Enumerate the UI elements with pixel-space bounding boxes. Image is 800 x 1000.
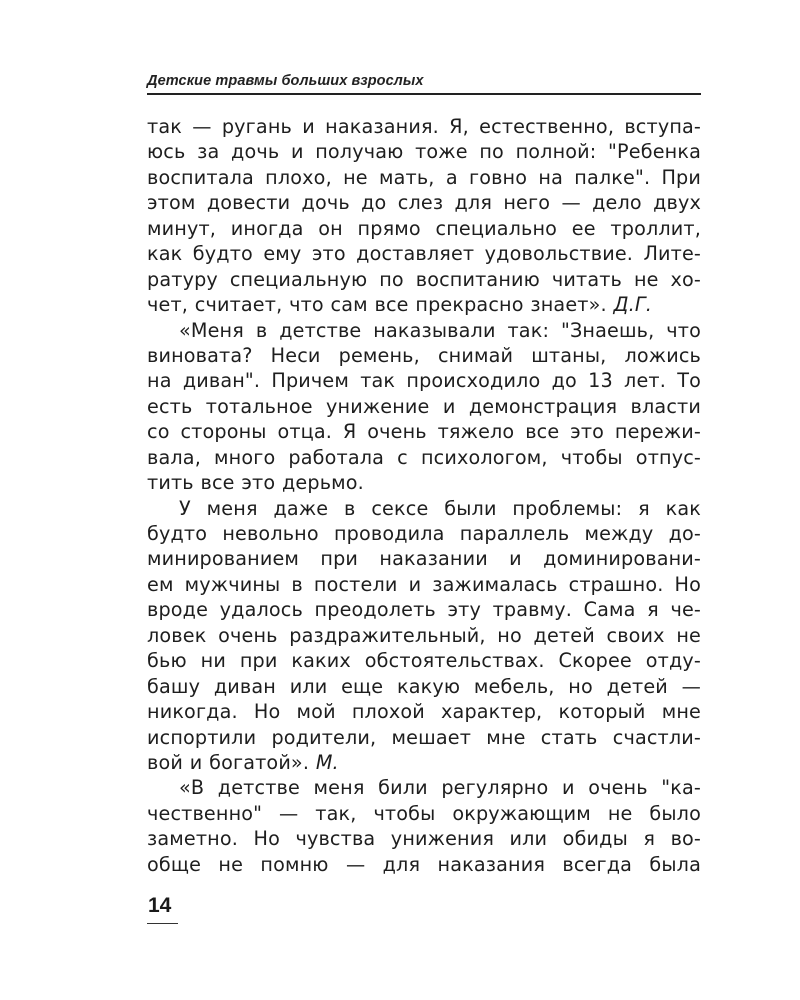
text-line: [147, 750, 701, 775]
text-line: как будто ему это доставляет удовольствие. Лите-: [147, 242, 701, 266]
text-line: виновата? Неси ремень, снимай штаны, ложись: [147, 343, 701, 367]
text-line: минированием при наказании и доминировани-: [147, 547, 701, 571]
text-line: ем мужчины в постели и зажималась страшно. Но: [147, 572, 701, 596]
text-line: никогда. Но мой плохой характер, который мне: [147, 700, 701, 724]
text-line: минут, иногда он прямо специально ее троллит,: [147, 216, 701, 240]
text-line: башу диван или еще какую мебель, но детей —: [147, 674, 701, 698]
text-line: ратуру специальную по воспитанию читать не хо-: [147, 267, 701, 291]
text-line: так — ругань и наказания. Я, естественно, вступа-: [147, 115, 701, 138]
text-line: чественно" — так, чтобы окружающим не было: [147, 801, 701, 825]
page-number: 14: [148, 894, 172, 917]
author-signature: М.: [315, 750, 339, 774]
footer-rule: [147, 923, 178, 924]
text-line: испортили родители, мешает мне стать счастли-: [147, 725, 701, 749]
text-line: бью ни при каких обстоятельствах. Скорее отду-: [147, 649, 701, 673]
text-line: этом довести дочь до слез для него — дело двух: [147, 191, 701, 215]
text-line: У меня даже в сексе были проблемы: я как: [179, 496, 701, 520]
text-line: «В детстве меня били регулярно и очень "ка-: [179, 776, 701, 800]
text-line: юсь за дочь и получаю тоже по полной: "Ребенка: [147, 140, 701, 164]
text-line: обще не помню — для наказания всегда была: [147, 852, 701, 876]
text-line: ловек очень раздражительный, но детей своих не: [147, 623, 701, 647]
text-line: на диван". Причем так происходило до 13 лет. То: [147, 369, 701, 393]
text-line-content: чет, считает, что сам все прекрасно знает».: [147, 293, 607, 317]
text-line: будто невольно проводила параллель между до-: [147, 522, 701, 545]
text-line: вала, много работала с психологом, чтобы отпус-: [147, 445, 701, 469]
text-line: заметно. Но чувства унижения или обиды я во-: [147, 827, 701, 851]
text-line: воспитала плохо, не мать, а говно на палке". При: [147, 165, 701, 189]
text-line: тить все это дерьмо.: [147, 471, 364, 495]
text-line: есть тотальное унижение и демонстрация власти: [147, 394, 701, 418]
text-line: «Меня в детстве наказывали так: "Знаешь, что: [179, 318, 701, 342]
text-line: вроде удалось преодолеть эту травму. Сама я че-: [147, 598, 701, 622]
text-line: [147, 292, 701, 317]
text-line-content: вой и богатой».: [147, 750, 310, 774]
author-signature: Д.Г.: [613, 293, 652, 317]
running-header-title: Детские травмы больших взрослых: [147, 73, 424, 89]
running-header: [147, 71, 701, 95]
body-text: [147, 114, 701, 877]
text-line: со стороны отца. Я очень тяжело все это пережи-: [147, 420, 701, 444]
